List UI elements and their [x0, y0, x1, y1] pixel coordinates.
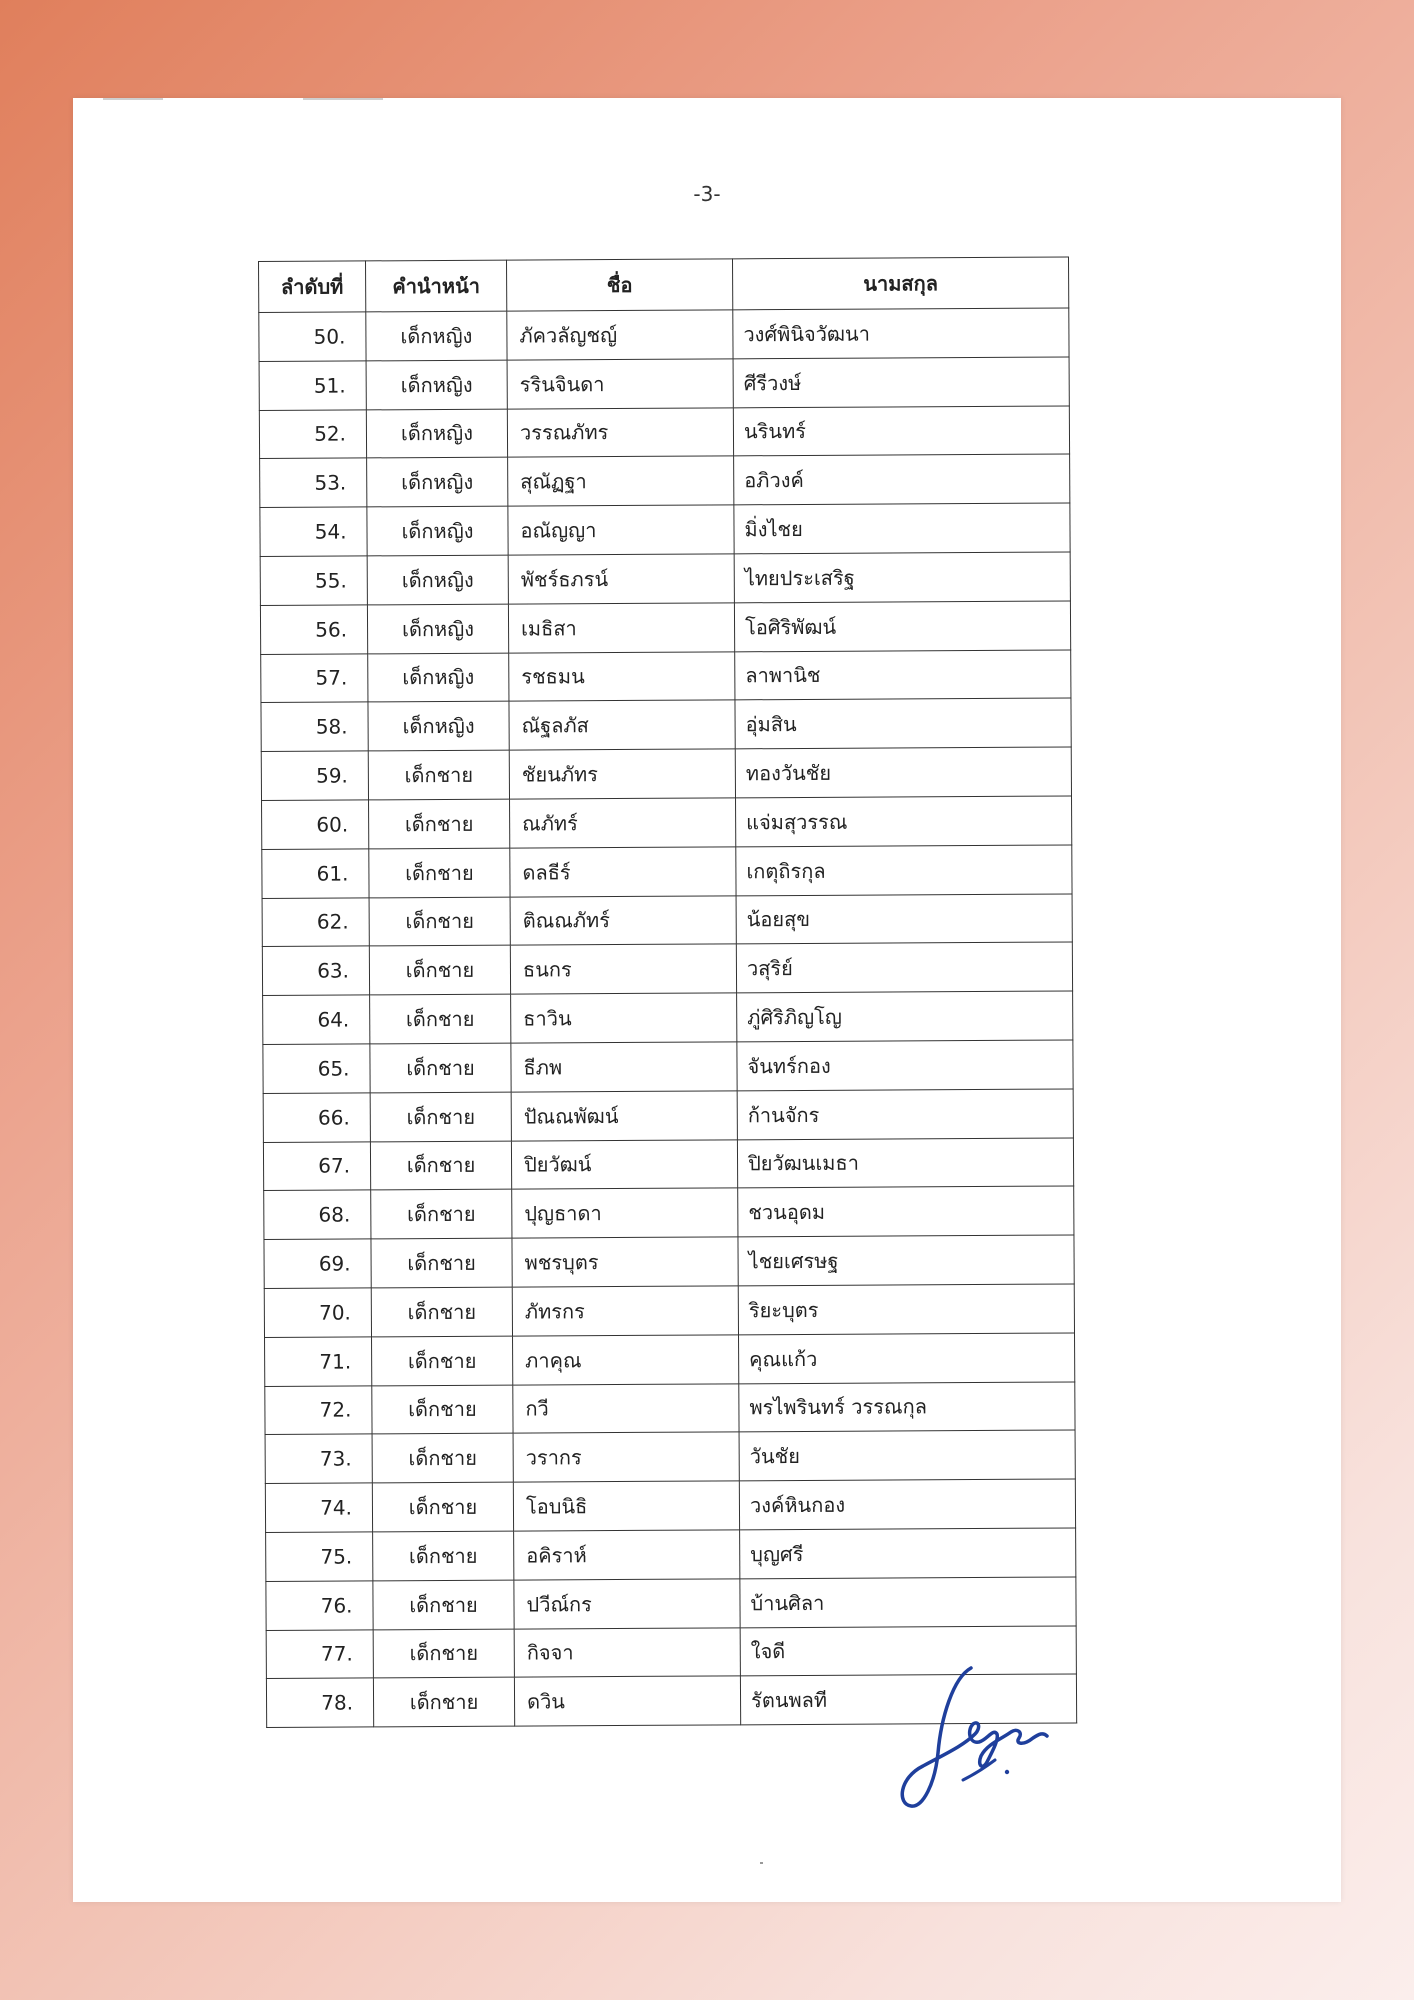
- cell-first-name: ติณณภัทร์: [510, 895, 736, 945]
- scan-artifact: [103, 98, 163, 100]
- cell-first-name: โอบนิธิ: [513, 1481, 739, 1531]
- cell-last-name: แจ่มสุวรรณ: [736, 796, 1072, 847]
- table-row: [261, 698, 1071, 751]
- table-row: [264, 1235, 1074, 1288]
- document-page: [73, 98, 1341, 1902]
- cell-prefix: เด็กชาย: [372, 1433, 513, 1483]
- table-row: [259, 357, 1069, 410]
- cell-last-name: ชวนอุดม: [738, 1186, 1074, 1237]
- cell-order-number: 61.: [262, 849, 369, 898]
- cell-prefix: เด็กหญิง: [367, 457, 508, 507]
- cell-prefix: เด็กชาย: [370, 1043, 511, 1093]
- cell-last-name: บ้านศิลา: [740, 1577, 1076, 1628]
- cell-order-number: 64.: [263, 995, 370, 1044]
- cell-last-name: น้อยสุข: [736, 894, 1072, 945]
- cell-last-name: ก้านจักร: [737, 1089, 1073, 1140]
- cell-last-name: บุญศรี: [740, 1528, 1076, 1579]
- table-row: [265, 1430, 1075, 1483]
- cell-last-name: รัตนพลที: [740, 1674, 1076, 1725]
- cell-order-number: 70.: [264, 1288, 371, 1337]
- cell-order-number: 50.: [259, 312, 366, 361]
- signature-icon: [883, 1658, 1058, 1818]
- cell-last-name: อุ่มสิน: [735, 698, 1071, 749]
- cell-last-name: ทองวันชัย: [735, 747, 1071, 798]
- cell-prefix: เด็กชาย: [372, 1336, 513, 1386]
- cell-first-name: ปุญธาดา: [512, 1188, 738, 1238]
- cell-prefix: เด็กชาย: [373, 1580, 514, 1630]
- table-row: [263, 991, 1073, 1044]
- student-list-table: [258, 256, 1077, 1728]
- page-number: -3-: [693, 182, 721, 206]
- table-row: [263, 1040, 1073, 1093]
- cell-first-name: ธีภพ: [511, 1042, 737, 1092]
- table-row: [259, 308, 1069, 361]
- scan-speck: [760, 1862, 763, 1864]
- cell-order-number: 51.: [259, 361, 366, 410]
- table-row: [261, 650, 1071, 703]
- cell-first-name: ชัยนภัทร: [509, 749, 735, 799]
- cell-prefix: เด็กชาย: [371, 1189, 512, 1239]
- cell-order-number: 72.: [265, 1385, 372, 1434]
- cell-first-name: ธนกร: [510, 944, 736, 994]
- cell-first-name: กวี: [513, 1383, 739, 1433]
- header-order-number: ลำดับที่: [259, 261, 366, 313]
- cell-last-name: จันทร์กอง: [737, 1040, 1073, 1091]
- cell-first-name: ดลธีร์: [510, 847, 736, 897]
- cell-order-number: 60.: [262, 800, 369, 849]
- cell-prefix: เด็กชาย: [373, 1677, 514, 1727]
- cell-first-name: รรินจินดา: [507, 359, 733, 409]
- table-row: [266, 1577, 1076, 1630]
- cell-order-number: 58.: [261, 702, 368, 751]
- cell-first-name: กิจจา: [514, 1627, 740, 1677]
- cell-last-name: ไชยเศรษฐ: [738, 1235, 1074, 1286]
- table-row: [264, 1284, 1074, 1337]
- cell-last-name: วงค์หินกอง: [739, 1479, 1075, 1530]
- cell-prefix: เด็กชาย: [370, 994, 511, 1044]
- cell-prefix: เด็กชาย: [369, 799, 510, 849]
- table-row: [262, 845, 1072, 898]
- cell-prefix: เด็กชาย: [370, 1092, 511, 1142]
- cell-last-name: อภิวงค์: [734, 454, 1070, 505]
- table-row: [260, 503, 1070, 556]
- cell-last-name: วงศ์พินิจวัฒนา: [733, 308, 1069, 359]
- cell-last-name: ลาพานิช: [735, 650, 1071, 701]
- cell-order-number: 66.: [263, 1093, 370, 1142]
- cell-first-name: วรรณภัทร: [507, 407, 733, 457]
- table-row: [265, 1381, 1075, 1434]
- cell-order-number: 74.: [265, 1483, 372, 1532]
- table-row: [260, 454, 1070, 507]
- cell-order-number: 77.: [266, 1629, 373, 1678]
- table-row: [264, 1186, 1074, 1239]
- table-row: [263, 1138, 1073, 1191]
- cell-order-number: 55.: [260, 556, 367, 605]
- cell-first-name: ภาคุณ: [513, 1335, 739, 1385]
- cell-order-number: 59.: [261, 751, 368, 800]
- cell-first-name: ภัทรกร: [512, 1286, 738, 1336]
- cell-last-name: มิ่งไชย: [734, 503, 1070, 554]
- cell-prefix: เด็กชาย: [369, 945, 510, 995]
- cell-last-name: ภู่ศิริภิญโญ: [737, 991, 1073, 1042]
- cell-first-name: ภัควลัญชญ์: [507, 310, 733, 360]
- cell-order-number: 68.: [264, 1190, 371, 1239]
- cell-last-name: วสุริย์: [736, 942, 1072, 993]
- cell-prefix: เด็กหญิง: [368, 653, 509, 703]
- cell-prefix: เด็กชาย: [373, 1629, 514, 1679]
- cell-first-name: พชรบุตร: [512, 1237, 738, 1287]
- student-list-table-container: [258, 256, 1076, 1728]
- cell-last-name: วันชัย: [739, 1430, 1075, 1481]
- cell-first-name: วรากร: [513, 1432, 739, 1482]
- cell-order-number: 67.: [263, 1141, 370, 1190]
- scan-artifact: [303, 98, 383, 100]
- cell-last-name: พรไพรินทร์ วรรณกุล: [739, 1381, 1075, 1432]
- table-row: [262, 796, 1072, 849]
- cell-first-name: อณัญญา: [508, 505, 734, 555]
- cell-first-name: ธาวิน: [511, 993, 737, 1043]
- cell-prefix: เด็กชาย: [371, 1238, 512, 1288]
- table-row: [266, 1528, 1076, 1581]
- cell-last-name: เกตุถิรกุล: [736, 845, 1072, 896]
- table-row: [262, 894, 1072, 947]
- cell-first-name: ปวีณ์กร: [514, 1579, 740, 1629]
- table-row: [260, 601, 1070, 654]
- cell-prefix: เด็กชาย: [373, 1531, 514, 1581]
- cell-order-number: 78.: [266, 1678, 373, 1727]
- cell-prefix: เด็กหญิง: [367, 555, 508, 605]
- cell-last-name: ไทยประเสริฐ: [734, 552, 1070, 603]
- cell-first-name: อคิราห์: [514, 1530, 740, 1580]
- cell-prefix: เด็กชาย: [372, 1385, 513, 1435]
- cell-first-name: ดวิน: [514, 1676, 740, 1726]
- cell-prefix: เด็กชาย: [370, 1141, 511, 1191]
- cell-prefix: เด็กหญิง: [366, 409, 507, 459]
- cell-order-number: 69.: [264, 1239, 371, 1288]
- cell-order-number: 63.: [262, 946, 369, 995]
- cell-order-number: 73.: [265, 1434, 372, 1483]
- cell-first-name: ปิยวัฒน์: [511, 1139, 737, 1189]
- cell-prefix: เด็กชาย: [369, 848, 510, 898]
- cell-prefix: เด็กหญิง: [367, 506, 508, 556]
- table-row: [265, 1333, 1075, 1386]
- cell-order-number: 76.: [266, 1581, 373, 1630]
- cell-last-name: โอศิริพัฒน์: [734, 601, 1070, 652]
- header-last-name: นามสกุล: [732, 257, 1068, 310]
- cell-prefix: เด็กชาย: [372, 1482, 513, 1532]
- cell-order-number: 57.: [261, 653, 368, 702]
- cell-order-number: 53.: [260, 458, 367, 507]
- table-body: [259, 308, 1077, 1728]
- cell-order-number: 52.: [259, 409, 366, 458]
- cell-last-name: ใจดี: [740, 1625, 1076, 1676]
- cell-first-name: ปัณณพัฒน์: [511, 1091, 737, 1141]
- cell-first-name: เมธิสา: [508, 603, 734, 653]
- cell-first-name: รชธมน: [509, 651, 735, 701]
- cell-order-number: 62.: [262, 897, 369, 946]
- cell-prefix: เด็กหญิง: [366, 360, 507, 410]
- cell-first-name: ณัฐลภัส: [509, 700, 735, 750]
- cell-prefix: เด็กหญิง: [368, 701, 509, 751]
- cell-last-name: คุณแก้ว: [739, 1333, 1075, 1384]
- cell-prefix: เด็กชาย: [368, 750, 509, 800]
- cell-last-name: ศีรีวงษ์: [733, 357, 1069, 408]
- table-header-row: [259, 257, 1069, 313]
- cell-prefix: เด็กชาย: [369, 897, 510, 947]
- cell-last-name: ริยะบุตร: [738, 1284, 1074, 1335]
- cell-order-number: 56.: [260, 605, 367, 654]
- table-row: [259, 406, 1069, 459]
- cell-first-name: สุณัฏฐา: [508, 456, 734, 506]
- table-row: [265, 1479, 1075, 1532]
- table-row: [260, 552, 1070, 605]
- header-first-name: ชื่อ: [506, 259, 732, 311]
- table-row: [262, 942, 1072, 995]
- cell-first-name: พัชร์ธภรน์: [508, 554, 734, 604]
- cell-last-name: ปิยวัฒนเมธา: [737, 1138, 1073, 1189]
- cell-order-number: 71.: [265, 1337, 372, 1386]
- cell-order-number: 75.: [266, 1532, 373, 1581]
- table-row: [263, 1089, 1073, 1142]
- table-row: [261, 747, 1071, 800]
- header-prefix: คำนำหน้า: [366, 260, 507, 312]
- cell-prefix: เด็กหญิง: [366, 311, 507, 361]
- cell-prefix: เด็กชาย: [371, 1287, 512, 1337]
- cell-order-number: 65.: [263, 1044, 370, 1093]
- cell-last-name: นรินทร์: [733, 406, 1069, 457]
- cell-prefix: เด็กหญิง: [367, 604, 508, 654]
- cell-order-number: 54.: [260, 507, 367, 556]
- cell-first-name: ณภัทร์: [510, 798, 736, 848]
